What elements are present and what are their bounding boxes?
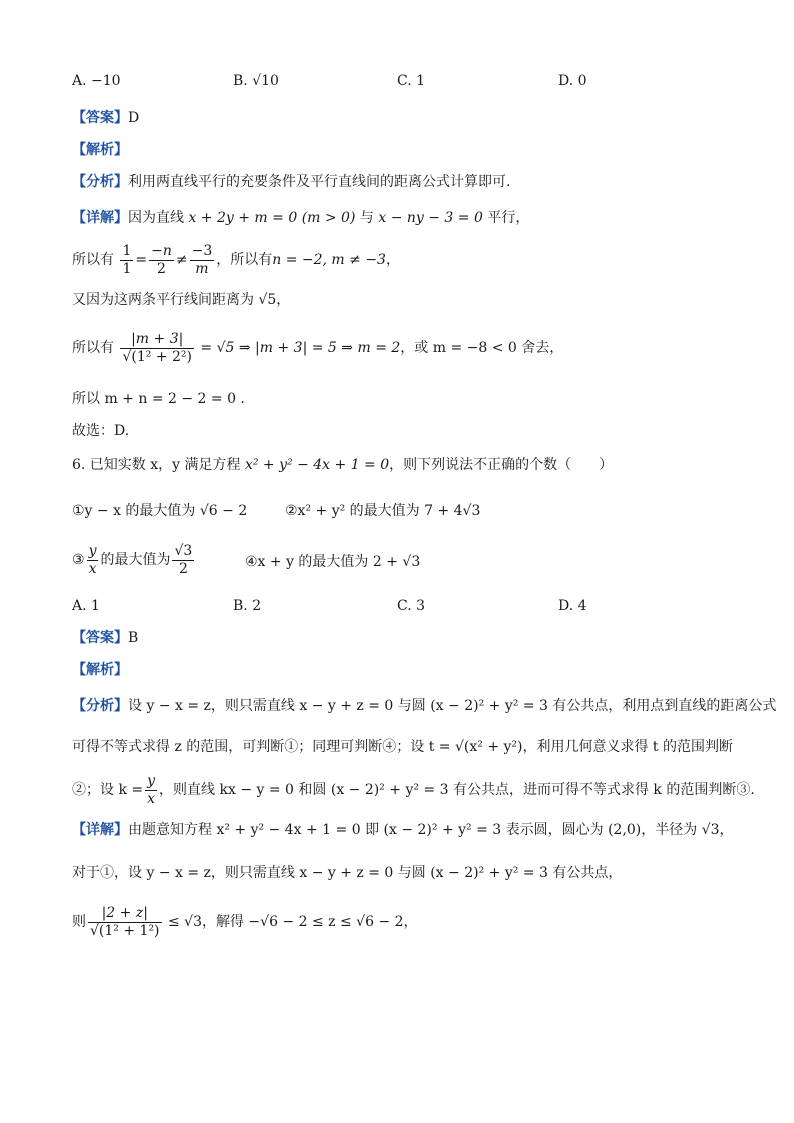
q6-xiangjie-line1 [72,820,734,840]
q5-option-b: B. √10 [233,73,279,89]
q6-fenxi-line3 [72,770,755,810]
fraction [145,773,157,808]
text: 的最大值为 [100,552,171,568]
q5-xiangjie-line2: 所以有 $\frac{1}{1}$ = $\frac{-n}{2}$ ≠ $\frac{-3}{m}$ ，所以有n = −2, m ≠ −3， [72,242,400,277]
denominator: 2 [157,260,166,277]
q6-statement-3 [72,540,196,580]
fraction [149,243,174,278]
text: ③ [72,552,85,568]
denominator: 1 [122,260,132,277]
text: ②；设 k = [72,782,144,798]
q6-option-c: C. 3 [397,598,426,614]
text: ，则下列说法不正确的个数（ ） [389,457,614,473]
q6-xiangjie-line3 [72,900,418,944]
q5-option-c: C. 1 [397,73,426,89]
denominator: m [195,260,209,277]
numerator: √3 [174,542,193,559]
q5-fenxi [72,172,510,192]
fenxi-text: 利用两直线平行的充要条件及平行直线间的距离公式计算即可. [128,174,511,190]
q5-xiangjie-line3: 又因为这两条平行线间距离为 √5， [72,292,291,308]
xiangjie-tag: 【详解】 [72,822,128,838]
answer-tag: 【答案】 [72,630,128,646]
denominator: √(1² + 2²) [122,348,192,365]
q6-statement-4: ④x + y 的最大值为 2 + √3 [245,554,421,570]
numerator: 1 [122,242,132,259]
q6-analysis-heading [72,660,128,680]
numerator: |2 + z| [88,905,162,923]
denominator: 2 [178,560,188,577]
q5-xiangjie-line1 [72,208,529,228]
fraction [172,543,194,578]
q5-xiangjie-line5: 所以 m + n = 2 − 2 = 0 . [72,391,245,407]
numerator: −3 [191,242,213,259]
answer-tag: 【答案】 [72,110,128,126]
fraction [88,905,162,940]
fraction [120,331,194,366]
q6-option-a: A. 1 [72,598,100,614]
fraction [190,243,215,278]
q5-xiangjie-line4 [72,328,563,368]
fraction [120,243,133,278]
numerator: −n [151,242,172,259]
q5-option-a: A. −10 [72,73,121,89]
text: 平行， [482,210,530,226]
text: ，则直线 kx − y = 0 和圆 (x − 2)² + y² = 3 有公共点，进而可得不等式求得 k 的范围判断③. [159,782,755,798]
text: ，或 m = −8 < 0 舍去， [400,340,564,356]
q6-option-b: B. 2 [233,598,262,614]
denominator: x [88,560,97,577]
q6-statement-2: ②x² + y² 的最大值为 7 + 4√3 [285,503,481,519]
fenxi-tag: 【分析】 [72,174,128,190]
text: 所以有 [72,340,114,356]
numerator: y [147,772,156,789]
q5-analysis-heading [72,140,128,160]
xiangjie-tag: 【详解】 [72,210,128,226]
numerator: y [88,542,97,559]
text: 因为直线 [128,210,189,226]
q5-choose: 故选：D. [72,423,130,439]
numerator: |m + 3| [120,331,194,349]
denominator: x [147,790,156,807]
denominator: √(1² + 1²) [90,922,160,939]
q6-xiangjie-line2: 对于①，设 y − x = z，则只需直线 x − y + z = 0 与圆 (x − 2)² + y² = 3 有公共点， [72,865,623,881]
text: 设 y − x = z，则只需直线 x − y + z = 0 与圆 (x − 2)² + y² = 3 有公共点，利用点到直线的距离公式 [128,698,777,714]
q6-stem [72,455,613,475]
equation: x + 2y + m = 0 (m > 0) [188,210,356,226]
analysis-tag: 【解析】 [72,662,128,678]
text: ，所以有 [216,252,273,268]
text: ， [385,252,400,268]
q6-option-d: D. 4 [558,598,587,614]
text: 所以有 [72,252,114,268]
q6-fenxi-line2: 可得不等式求得 z 的范围，可判断①；同理可判断④；设 t = √(x² + y²)，利用几何意义求得 t 的范围判断 [72,739,734,755]
equation: x² + y² − 4x + 1 = 0 [244,457,390,473]
answer-value: D [128,110,140,126]
text: 与 [355,210,379,226]
text: 由题意知方程 x² + y² − 4x + 1 = 0 即 (x − 2)² + y² = 3 表示圆，圆心为 (2,0)，半径为 √3， [128,822,734,838]
q5-option-d: D. 0 [558,73,587,89]
analysis-tag: 【解析】 [72,142,128,158]
text: 则 [72,914,86,930]
equation: x − ny − 3 = 0 [378,210,483,226]
q6-fenxi-line1 [72,696,776,716]
q5-answer [72,108,139,128]
text: ≤ √3，解得 −√6 − 2 ≤ z ≤ √6 − 2， [163,914,418,930]
q6-answer [72,628,138,648]
equation: n = −2, m ≠ −3 [272,252,386,268]
answer-value: B [128,630,139,646]
q6-statement-1: ①y − x 的最大值为 √6 − 2 [72,503,248,519]
fenxi-tag: 【分析】 [72,698,128,714]
equation: = √5 ⇒ |m + 3| = 5 ⇒ m = 2 [195,340,401,356]
text: 6. 已知实数 x，y 满足方程 [72,457,245,473]
fraction [87,543,99,578]
